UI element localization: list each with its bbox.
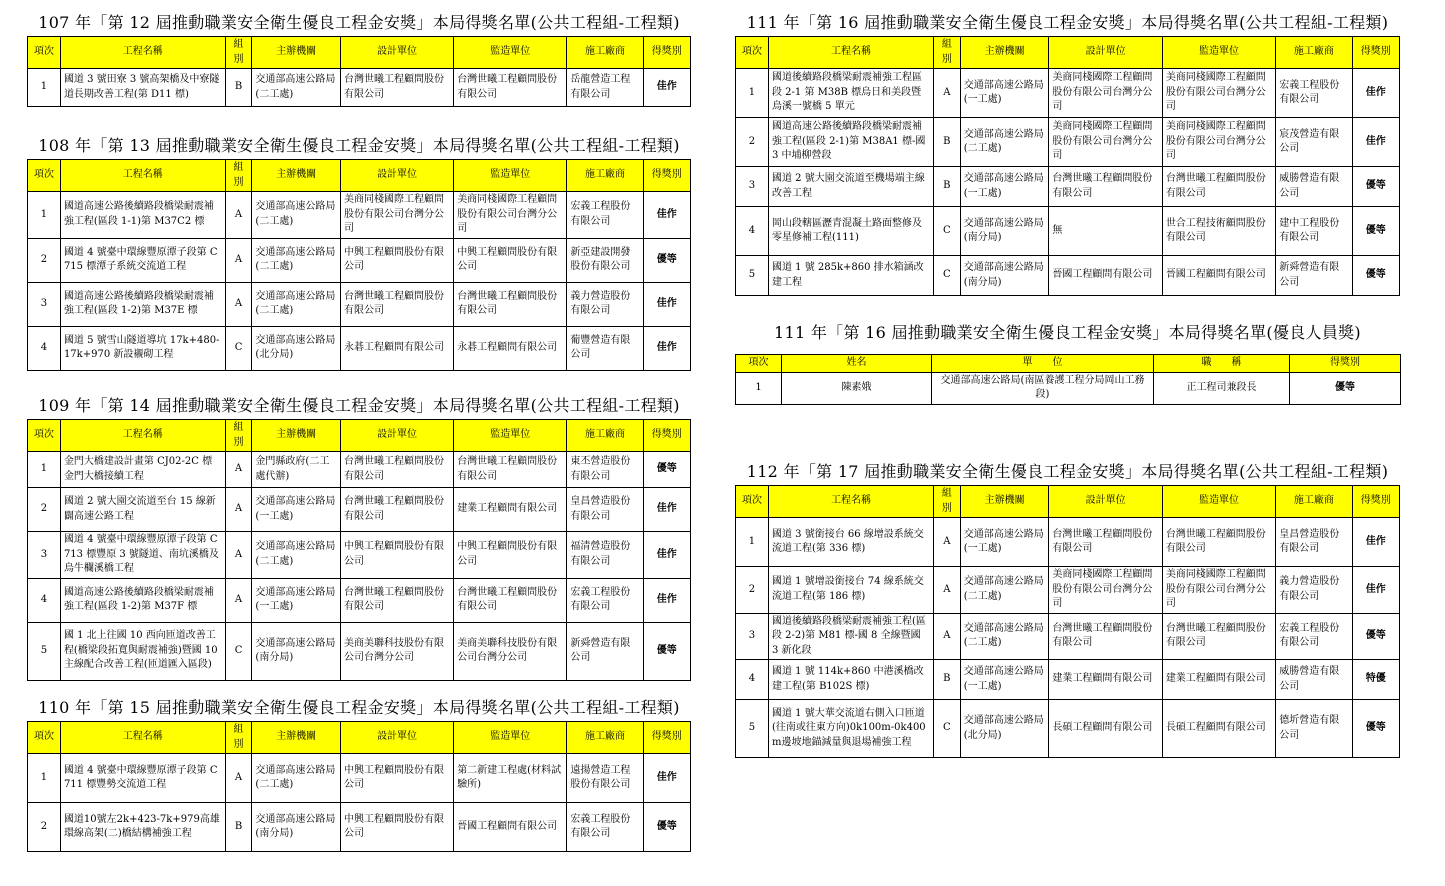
cell-unit: 交通部高速公路局(南區養護工程分局岡山工務段) — [932, 372, 1154, 404]
column-header: 工程名稱 — [60, 160, 225, 192]
column-header: 組別 — [225, 160, 252, 192]
cell-group: C — [933, 700, 960, 758]
cell-item-no: 3 — [736, 613, 769, 660]
table-row — [28, 238, 691, 282]
column-header: 組別 — [933, 486, 960, 518]
column-header: 得獎別 — [1352, 486, 1399, 518]
award-table — [27, 721, 691, 852]
cell-contractor: 宏義工程股份有限公司 — [567, 803, 643, 852]
cell-group: A — [225, 488, 252, 532]
cell-design-unit: 台灣世曦工程顧問股份有限公司 — [340, 452, 453, 488]
cell-group: A — [933, 69, 960, 118]
cell-design-unit: 無 — [1049, 207, 1162, 256]
cell-host-agency: 交通部高速公路局(二工處) — [960, 613, 1049, 660]
cell-design-unit: 台灣世曦工程顧問股份有限公司 — [340, 578, 453, 622]
cell-group: C — [225, 326, 252, 370]
cell-item-no: 1 — [28, 69, 61, 107]
column-header: 得獎別 — [1352, 37, 1399, 69]
cell-design-unit: 台灣世曦工程顧問股份有限公司 — [1049, 167, 1162, 207]
cell-design-unit: 美商同棧國際工程顧問股份有限公司台灣分公司 — [1049, 567, 1162, 614]
cell-host-agency: 金門縣政府(二工處代辦) — [252, 452, 341, 488]
cell-award: 優等 — [1352, 613, 1399, 660]
cell-contractor: 皇昌營造股份有限公司 — [1276, 518, 1352, 567]
cell-award: 優等 — [1352, 700, 1399, 758]
cell-contractor: 福清營造股份有限公司 — [567, 532, 643, 579]
cell-group: A — [933, 567, 960, 614]
cell-award: 佳作 — [643, 192, 690, 239]
cell-design-unit: 晉國工程顧問有限公司 — [1049, 256, 1162, 296]
column-header: 組別 — [225, 37, 252, 69]
cell-project-name: 國 1 北上往國 10 西向匝道改善工程(橋梁段拓寬與耐震補強)暨國 10 主線配合改善工程(匝道匯入區段) — [60, 622, 225, 680]
column-header: 工程名稱 — [768, 486, 933, 518]
cell-project-name: 國道 2 號大園交流道至機場端主線改善工程 — [768, 167, 933, 207]
column-header: 監造單位 — [1162, 37, 1275, 69]
cell-award: 佳作 — [643, 326, 690, 370]
cell-project-name: 國道 1 號 285k+860 排水箱涵改建工程 — [768, 256, 933, 296]
cell-design-unit: 台灣世曦工程顧問股份有限公司 — [340, 488, 453, 532]
cell-contractor: 威勝營造有限公司 — [1276, 167, 1352, 207]
cell-group: A — [225, 754, 252, 803]
table-row — [736, 372, 1401, 404]
column-header: 主辦機關 — [252, 160, 341, 192]
cell-host-agency: 交通部高速公路局(一工處) — [960, 167, 1049, 207]
cell-design-unit: 台灣世曦工程顧問股份有限公司 — [340, 282, 453, 326]
section-title: 111 年「第 16 屆推動職業安全衛生優良工程金安獎」本局得獎名單(公共工程組-工程類) — [746, 13, 1389, 32]
cell-group: C — [225, 622, 252, 680]
table-row — [736, 660, 1400, 700]
column-header: 施工廠商 — [567, 160, 643, 192]
cell-project-name: 國道 2 號大園交流道至台 15 線新闢高速公路工程 — [60, 488, 225, 532]
table-row — [736, 256, 1400, 296]
table-row — [28, 803, 691, 852]
table-row — [28, 326, 691, 370]
cell-contractor: 建中工程股份有限公司 — [1276, 207, 1352, 256]
cell-position: 正工程司兼段長 — [1154, 372, 1290, 404]
cell-award: 優等 — [643, 452, 690, 488]
column-header: 組別 — [225, 722, 252, 754]
column-header: 監造單位 — [454, 160, 567, 192]
cell-contractor: 宏義工程股份有限公司 — [567, 578, 643, 622]
cell-contractor: 義力營造股份有限公司 — [1276, 567, 1352, 614]
cell-item-no: 1 — [28, 192, 61, 239]
cell-contractor: 岳龍營造工程有限公司 — [567, 69, 643, 107]
cell-project-name: 國道 1 號增設銜接台 74 線系統交流道工程(第 186 標) — [768, 567, 933, 614]
cell-item-no: 4 — [28, 578, 61, 622]
cell-design-unit: 永碁工程顧問有限公司 — [340, 326, 453, 370]
cell-group: A — [933, 518, 960, 567]
cell-item-no: 2 — [736, 567, 769, 614]
cell-design-unit: 美商同棧國際工程顧問股份有限公司台灣分公司 — [340, 192, 453, 239]
cell-item-no: 4 — [736, 207, 769, 256]
cell-item-no: 2 — [736, 118, 769, 167]
cell-supervision-unit: 中興工程顧問股份有限公司 — [454, 238, 567, 282]
cell-group: C — [933, 207, 960, 256]
cell-contractor: 新亞建設開發股份有限公司 — [567, 238, 643, 282]
table-row — [28, 754, 691, 803]
column-header: 主辦機關 — [252, 722, 341, 754]
cell-supervision-unit: 晉國工程顧問有限公司 — [1162, 256, 1275, 296]
cell-supervision-unit: 台灣世曦工程顧問股份有限公司 — [1162, 518, 1275, 567]
cell-host-agency: 交通部高速公路局(南分局) — [252, 622, 341, 680]
column-header: 工程名稱 — [768, 37, 933, 69]
cell-award: 優等 — [1352, 167, 1399, 207]
table-row — [736, 700, 1400, 758]
column-header: 項次 — [736, 355, 782, 373]
cell-contractor: 葡豐營造有限公司 — [567, 326, 643, 370]
cell-project-name: 國道 4 號臺中環線豐原潭子段第 C711 標豐勢交流道工程 — [60, 754, 225, 803]
cell-host-agency: 交通部高速公路局(北分局) — [960, 700, 1049, 758]
column-header: 監造單位 — [454, 722, 567, 754]
column-header: 設計單位 — [340, 420, 453, 452]
cell-item-no: 3 — [28, 282, 61, 326]
cell-host-agency: 交通部高速公路局(一工處) — [252, 488, 341, 532]
column-header: 工程名稱 — [60, 420, 225, 452]
cell-project-name: 國道 1 號 114k+860 中港溪橋改建工程(第 B102S 標) — [768, 660, 933, 700]
award-table — [735, 485, 1400, 758]
cell-supervision-unit: 台灣世曦工程顧問股份有限公司 — [454, 282, 567, 326]
cell-project-name: 國道高速公路後續路段橋梁耐震補強工程(區段 1-2)第 M37F 標 — [60, 578, 225, 622]
cell-item-no: 1 — [28, 452, 61, 488]
cell-group: B — [933, 118, 960, 167]
cell-host-agency: 交通部高速公路局(二工處) — [252, 754, 341, 803]
cell-contractor: 宸茂營造有限公司 — [1276, 118, 1352, 167]
cell-award: 優等 — [643, 238, 690, 282]
cell-group: A — [225, 452, 252, 488]
cell-award: 優等 — [1290, 372, 1401, 404]
cell-contractor: 義力營造股份有限公司 — [567, 282, 643, 326]
cell-group: A — [225, 192, 252, 239]
cell-supervision-unit: 第二新建工程處(材料試驗所) — [454, 754, 567, 803]
cell-supervision-unit: 美商同棧國際工程顧問股份有限公司台灣分公司 — [454, 192, 567, 239]
cell-project-name: 國道 3 號田寮 3 號高架橋及中寮隧道長期改善工程(第 D11 標) — [60, 69, 225, 107]
cell-award: 佳作 — [643, 488, 690, 532]
cell-supervision-unit: 台灣世曦工程顧問股份有限公司 — [454, 452, 567, 488]
table-row — [28, 69, 691, 107]
cell-design-unit: 台灣世曦工程顧問股份有限公司 — [1049, 613, 1162, 660]
cell-project-name: 國道 4 號臺中環線豐原潭子段第 C713 標豐原 3 號隧道、南坑溪橋及烏牛欄溪橋工程 — [60, 532, 225, 579]
column-header: 項次 — [28, 722, 61, 754]
cell-item-no: 5 — [28, 622, 61, 680]
section-title: 109 年「第 14 屆推動職業安全衛生優良工程金安獎」本局得獎名單(公共工程組-工程類) — [38, 396, 680, 415]
award-section-110 — [27, 697, 691, 852]
cell-host-agency: 交通部高速公路局(北分局) — [252, 326, 341, 370]
cell-group: A — [933, 613, 960, 660]
cell-supervision-unit: 台灣世曦工程顧問股份有限公司 — [1162, 167, 1275, 207]
cell-project-name: 國道10號左2k+423-7k+979高雄環線高架(二)橋結構補強工程 — [60, 803, 225, 852]
column-header: 得獎別 — [643, 722, 690, 754]
column-header: 施工廠商 — [1276, 37, 1352, 69]
cell-project-name: 國道高速公路後續路段橋梁耐震補強工程(區段 1-2)第 M37E 標 — [60, 282, 225, 326]
cell-item-no: 2 — [28, 488, 61, 532]
column-header: 主辦機關 — [252, 37, 341, 69]
table-header-row — [28, 722, 691, 754]
column-header: 工程名稱 — [60, 722, 225, 754]
cell-supervision-unit: 台灣世曦工程顧問股份有限公司 — [1162, 613, 1275, 660]
cell-host-agency: 交通部高速公路局(一工處) — [960, 660, 1049, 700]
staff-award-table — [735, 354, 1401, 405]
column-header: 設計單位 — [340, 37, 453, 69]
table-header-row — [28, 160, 691, 192]
cell-project-name: 國道高速公路後續路段橋梁耐震補強工程(區段 2-1)第 M38A1 標-國 3 中埔柳營段 — [768, 118, 933, 167]
cell-item-no: 1 — [736, 518, 769, 567]
award-section-111 — [735, 12, 1400, 296]
cell-host-agency: 交通部高速公路局(二工處) — [252, 532, 341, 579]
cell-award: 特優 — [1352, 660, 1399, 700]
cell-award: 優等 — [643, 803, 690, 852]
table-row — [736, 613, 1400, 660]
award-table — [27, 159, 691, 371]
table-header-row — [736, 355, 1401, 373]
cell-design-unit: 中興工程顧問股份有限公司 — [340, 238, 453, 282]
cell-project-name: 國道後續路段橋梁耐震補強工程(區段 2-2)第 M81 標-國 8 全線暨國 3 新化段 — [768, 613, 933, 660]
column-header: 項次 — [28, 37, 61, 69]
column-header: 項次 — [28, 420, 61, 452]
cell-host-agency: 交通部高速公路局(一工處) — [960, 69, 1049, 118]
cell-project-name: 國道 3 號銜接台 66 線增設系統交流道工程(第 336 標) — [768, 518, 933, 567]
column-header: 得獎別 — [643, 160, 690, 192]
cell-host-agency: 交通部高速公路局(二工處) — [252, 282, 341, 326]
cell-supervision-unit: 長碩工程顧問有限公司 — [1162, 700, 1275, 758]
cell-project-name: 國道高速公路後續路段橋梁耐震補強工程(區段 1-1)第 M37C2 標 — [60, 192, 225, 239]
section-title: 111 年「第 16 屆推動職業安全衛生優良工程金安獎」本局得獎名單(優良人員獎) — [774, 323, 1361, 342]
cell-contractor: 新舜營造有限公司 — [1276, 256, 1352, 296]
column-header: 得獎別 — [1290, 355, 1401, 373]
cell-award: 優等 — [1352, 256, 1399, 296]
cell-person-name: 陳素娥 — [782, 372, 932, 404]
cell-award: 優等 — [1352, 207, 1399, 256]
column-header: 組別 — [225, 420, 252, 452]
cell-contractor: 遠揚營造工程股份有限公司 — [567, 754, 643, 803]
award-table — [27, 36, 691, 107]
column-header: 設計單位 — [1049, 37, 1162, 69]
table-header-row — [28, 420, 691, 452]
column-header: 主辦機關 — [252, 420, 341, 452]
cell-supervision-unit: 建業工程顧問有限公司 — [454, 488, 567, 532]
cell-group: B — [225, 69, 252, 107]
column-header: 施工廠商 — [567, 420, 643, 452]
cell-supervision-unit: 中興工程顧問股份有限公司 — [454, 532, 567, 579]
cell-item-no: 4 — [28, 326, 61, 370]
column-header: 主辦機關 — [960, 486, 1049, 518]
table-row — [736, 518, 1400, 567]
cell-contractor: 新舜營造有限公司 — [567, 622, 643, 680]
table-header-row — [736, 486, 1400, 518]
column-header: 施工廠商 — [567, 722, 643, 754]
cell-award: 優等 — [643, 622, 690, 680]
table-row — [28, 282, 691, 326]
award-section-108 — [27, 135, 691, 371]
column-header: 施工廠商 — [1276, 486, 1352, 518]
column-header: 監造單位 — [454, 37, 567, 69]
cell-design-unit: 台灣世曦工程顧問股份有限公司 — [340, 69, 453, 107]
cell-group: A — [225, 532, 252, 579]
section-title: 112 年「第 17 屆推動職業安全衛生優良工程金安獎」本局得獎名單(公共工程組-工程類) — [746, 462, 1389, 481]
cell-design-unit: 台灣世曦工程顧問股份有限公司 — [1049, 518, 1162, 567]
cell-supervision-unit: 台灣世曦工程顧問股份有限公司 — [454, 69, 567, 107]
table-header-row — [736, 37, 1400, 69]
cell-award: 佳作 — [1352, 118, 1399, 167]
cell-supervision-unit: 美商同棧國際工程顧問股份有限公司台灣分公司 — [1162, 567, 1275, 614]
column-header: 職 稱 — [1154, 355, 1290, 373]
cell-host-agency: 交通部高速公路局(南分局) — [960, 207, 1049, 256]
cell-project-name: 岡山段轄區瀝青混凝土路面整修及零星修補工程(111) — [768, 207, 933, 256]
cell-design-unit: 美商美聯科技股份有限公司台灣分公司 — [340, 622, 453, 680]
column-header: 監造單位 — [454, 420, 567, 452]
cell-group: B — [933, 167, 960, 207]
table-row — [736, 167, 1400, 207]
award-section-107 — [27, 12, 691, 107]
cell-contractor: 皇昌營造股份有限公司 — [567, 488, 643, 532]
cell-project-name: 國道 5 號雪山隧道導坑 17k+480-17k+970 新設襯砌工程 — [60, 326, 225, 370]
cell-project-name: 金門大橋建設計畫第 CJ02-2C 標金門大橋接續工程 — [60, 452, 225, 488]
column-header: 項次 — [736, 486, 769, 518]
cell-supervision-unit: 永碁工程顧問有限公司 — [454, 326, 567, 370]
cell-supervision-unit: 世合工程技術顧問股份有限公司 — [1162, 207, 1275, 256]
table-row — [28, 622, 691, 680]
column-header: 姓名 — [782, 355, 932, 373]
cell-host-agency: 交通部高速公路局(南分局) — [960, 256, 1049, 296]
cell-award: 佳作 — [643, 532, 690, 579]
column-header: 主辦機關 — [960, 37, 1049, 69]
cell-design-unit: 美商同棧國際工程顧問股份有限公司台灣分公司 — [1049, 69, 1162, 118]
table-row — [28, 578, 691, 622]
cell-item-no: 1 — [28, 754, 61, 803]
cell-host-agency: 交通部高速公路局(二工處) — [252, 69, 341, 107]
cell-group: A — [225, 578, 252, 622]
cell-group: A — [225, 282, 252, 326]
table-row — [736, 69, 1400, 118]
cell-contractor: 德圻營造有限公司 — [1276, 700, 1352, 758]
section-title: 108 年「第 13 屆推動職業安全衛生優良工程金安獎」本局得獎名單(公共工程組-工程類) — [38, 136, 680, 155]
cell-contractor: 宏義工程股份有限公司 — [567, 192, 643, 239]
cell-design-unit: 長碩工程顧問有限公司 — [1049, 700, 1162, 758]
cell-design-unit: 中興工程顧問股份有限公司 — [340, 803, 453, 852]
cell-design-unit: 建業工程顧問有限公司 — [1049, 660, 1162, 700]
column-header: 設計單位 — [340, 160, 453, 192]
column-header: 施工廠商 — [567, 37, 643, 69]
cell-award: 佳作 — [643, 69, 690, 107]
cell-group: B — [225, 803, 252, 852]
column-header: 監造單位 — [1162, 486, 1275, 518]
column-header: 設計單位 — [1049, 486, 1162, 518]
cell-award: 佳作 — [1352, 518, 1399, 567]
cell-host-agency: 交通部高速公路局(一工處) — [252, 578, 341, 622]
cell-award: 佳作 — [643, 282, 690, 326]
section-title: 110 年「第 15 屆推動職業安全衛生優良工程金安獎」本局得獎名單(公共工程組-工程類) — [38, 698, 680, 717]
cell-group: C — [933, 256, 960, 296]
table-row — [28, 452, 691, 488]
cell-design-unit: 中興工程顧問股份有限公司 — [340, 532, 453, 579]
section-title: 107 年「第 12 屆推動職業安全衛生優良工程金安獎」本局得獎名單(公共工程組-工程類) — [38, 13, 680, 32]
cell-item-no: 3 — [28, 532, 61, 579]
column-header: 工程名稱 — [60, 37, 225, 69]
column-header: 單 位 — [932, 355, 1154, 373]
cell-design-unit: 中興工程顧問股份有限公司 — [340, 754, 453, 803]
cell-award: 佳作 — [1352, 69, 1399, 118]
table-row — [736, 118, 1400, 167]
table-row — [736, 207, 1400, 256]
cell-supervision-unit: 美商同棧國際工程顧問股份有限公司台灣分公司 — [1162, 118, 1275, 167]
cell-item-no: 2 — [28, 803, 61, 852]
table-row — [736, 567, 1400, 614]
cell-host-agency: 交通部高速公路局(二工處) — [960, 567, 1049, 614]
cell-item-no: 1 — [736, 69, 769, 118]
cell-host-agency: 交通部高速公路局(二工處) — [252, 192, 341, 239]
cell-project-name: 國道後續路段橋梁耐震補強工程區段 2-1 第 M38B 標烏日和美段暨烏溪一號橋 5 單元 — [768, 69, 933, 118]
cell-contractor: 宏義工程股份有限公司 — [1276, 69, 1352, 118]
cell-contractor: 東丕營造股份有限公司 — [567, 452, 643, 488]
cell-item-no: 2 — [28, 238, 61, 282]
table-row — [28, 192, 691, 239]
column-header: 項次 — [28, 160, 61, 192]
cell-award: 佳作 — [1352, 567, 1399, 614]
cell-item-no: 3 — [736, 167, 769, 207]
cell-group: B — [933, 660, 960, 700]
cell-item-no: 4 — [736, 660, 769, 700]
award-table — [27, 419, 691, 681]
cell-item-no: 5 — [736, 700, 769, 758]
table-row — [28, 532, 691, 579]
column-header: 得獎別 — [643, 420, 690, 452]
cell-project-name: 國道 4 號臺中環線豐原潭子段第 C715 標潭子系統交流道工程 — [60, 238, 225, 282]
award-table — [735, 36, 1400, 296]
cell-award: 佳作 — [643, 578, 690, 622]
staff-award-section-111 — [735, 322, 1400, 405]
cell-project-name: 國道 1 號大華交流道右側入口匝道(往南或往東方向)0k100m-0k400m邊坡地錨減量與退場補強工程 — [768, 700, 933, 758]
cell-contractor: 威勝營造有限公司 — [1276, 660, 1352, 700]
award-section-112 — [735, 461, 1400, 758]
award-section-109 — [27, 395, 691, 681]
cell-item-no: 1 — [736, 372, 782, 404]
cell-contractor: 宏義工程股份有限公司 — [1276, 613, 1352, 660]
table-row — [28, 488, 691, 532]
cell-host-agency: 交通部高速公路局(一工處) — [960, 518, 1049, 567]
cell-supervision-unit: 美商美聯科技股份有限公司台灣分公司 — [454, 622, 567, 680]
cell-item-no: 5 — [736, 256, 769, 296]
column-header: 設計單位 — [340, 722, 453, 754]
cell-supervision-unit: 台灣世曦工程顧問股份有限公司 — [454, 578, 567, 622]
column-header: 項次 — [736, 37, 769, 69]
cell-host-agency: 交通部高速公路局(二工處) — [252, 238, 341, 282]
cell-supervision-unit: 晉國工程顧問有限公司 — [454, 803, 567, 852]
cell-group: A — [225, 238, 252, 282]
table-header-row — [28, 37, 691, 69]
cell-supervision-unit: 美商同棧國際工程顧問股份有限公司台灣分公司 — [1162, 69, 1275, 118]
cell-host-agency: 交通部高速公路局(南分局) — [252, 803, 341, 852]
column-header: 得獎別 — [643, 37, 690, 69]
cell-award: 佳作 — [643, 754, 690, 803]
cell-host-agency: 交通部高速公路局(二工處) — [960, 118, 1049, 167]
column-header: 組別 — [933, 37, 960, 69]
cell-supervision-unit: 建業工程顧問有限公司 — [1162, 660, 1275, 700]
cell-design-unit: 美商同棧國際工程顧問股份有限公司台灣分公司 — [1049, 118, 1162, 167]
